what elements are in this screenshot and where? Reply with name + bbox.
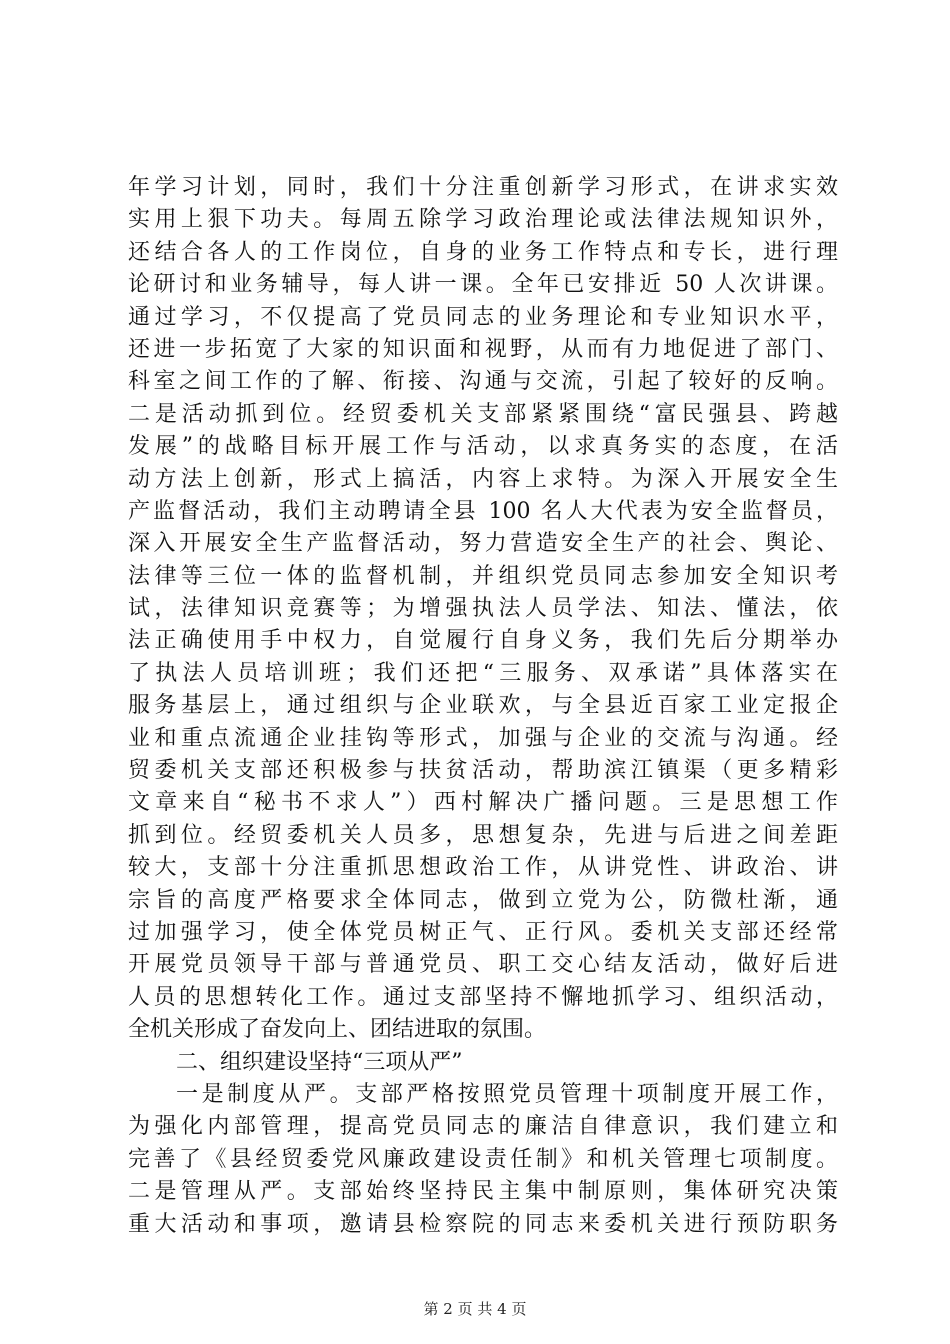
text-line: 试，法律知识竞赛等；为增强执法人员学法、知法、懂法，依 <box>128 596 838 622</box>
text-line: 为强化内部管理，提高党员同志的廉洁自律意识，我们建立和 <box>128 1114 838 1140</box>
text-line: 业和重点流通企业挂钩等形式，加强与企业的交流与沟通。经 <box>128 725 838 751</box>
text-line: 人员的思想转化工作。通过支部坚持不懈地抓学习、组织活动， <box>128 984 838 1010</box>
text-line: 贸委机关支部还积极参与扶贫活动，帮助滨江镇渠（更多精彩 <box>128 758 838 784</box>
section-heading: 二、组织建设坚持“三项从严” <box>176 1049 463 1075</box>
text-line: 一是制度从严。支部严格按照党员管理十项制度开展工作， <box>176 1081 838 1107</box>
text-line: 产监督活动，我们主动聘请全县 100 名人大代表为安全监督员， <box>128 498 838 524</box>
text-line: 论研讨和业务辅导，每人讲一课。全年已安排近 50 人次讲课。 <box>128 272 838 298</box>
text-line: 法正确使用手中权力，自觉履行自身义务，我们先后分期举办 <box>128 628 838 654</box>
text-line: 法律等三位一体的监督机制，并组织党员同志参加安全知识考 <box>128 563 838 589</box>
text-line: 通过学习，不仅提高了党员同志的业务理论和专业知识水平， <box>128 304 838 330</box>
text-line: 还结合各人的工作岗位，自身的业务工作特点和专长，进行理 <box>128 239 838 265</box>
text-line: 年学习计划，同时，我们十分注重创新学习形式，在讲求实效 <box>128 175 838 200</box>
text-line: 过加强学习，使全体党员树正气、正行风。委机关支部还经常 <box>128 919 838 945</box>
text-line: 二是管理从严。支部始终坚持民主集中制原则，集体研究决策 <box>128 1179 838 1205</box>
text-line: 发展”的战略目标开展工作与活动，以求真务实的态度，在活 <box>128 434 838 460</box>
page-footer: 第 2 页 共 4 页 <box>423 1300 527 1318</box>
text-line: 宗旨的高度严格要求全体同志，做到立党为公，防微杜渐，通 <box>128 887 838 913</box>
text-line: 重大活动和事项，邀请县检察院的同志来委机关进行预防职务 <box>128 1211 838 1237</box>
text-line: 开展党员领导干部与普通党员、职工交心结友活动，做好后进 <box>128 952 838 978</box>
text-line: 还进一步拓宽了大家的知识面和视野，从而有力地促进了部门、 <box>128 336 838 362</box>
text-line: 科室之间工作的了解、衔接、沟通与交流，引起了较好的反响。 <box>128 369 838 395</box>
text-line: 动方法上创新，形式上搞活，内容上求特。为深入开展安全生 <box>128 466 838 492</box>
text-line: 较大，支部十分注重抓思想政治工作，从讲党性、讲政治、讲 <box>128 855 838 881</box>
text-line: 文章来自“秘书不求人”）西村解决广播问题。三是思想工作 <box>128 790 838 816</box>
text-line: 服务基层上，通过组织与企业联欢，与全县近百家工业定报企 <box>128 693 838 719</box>
text-line: 深入开展安全生产监督活动，努力营造安全生产的社会、舆论、 <box>128 531 838 557</box>
body-text <box>128 172 838 1241</box>
text-line: 抓到位。经贸委机关人员多，思想复杂，先进与后进之间差距 <box>128 822 838 848</box>
text-line: 完善了《县经贸委党风廉政建设责任制》和机关管理七项制度。 <box>128 1146 838 1172</box>
text-line: 了执法人员培训班；我们还把“三服务、双承诺”具体落实在 <box>128 660 838 686</box>
paragraph-end-line: 全机关形成了奋发向上、团结进取的氛围。 <box>128 1017 547 1043</box>
text-line: 二是活动抓到位。经贸委机关支部紧紧围绕“富民强县、跨越 <box>128 401 838 427</box>
text-line: 实用上狠下功夫。每周五除学习政治理论或法律法规知识外， <box>128 207 838 233</box>
